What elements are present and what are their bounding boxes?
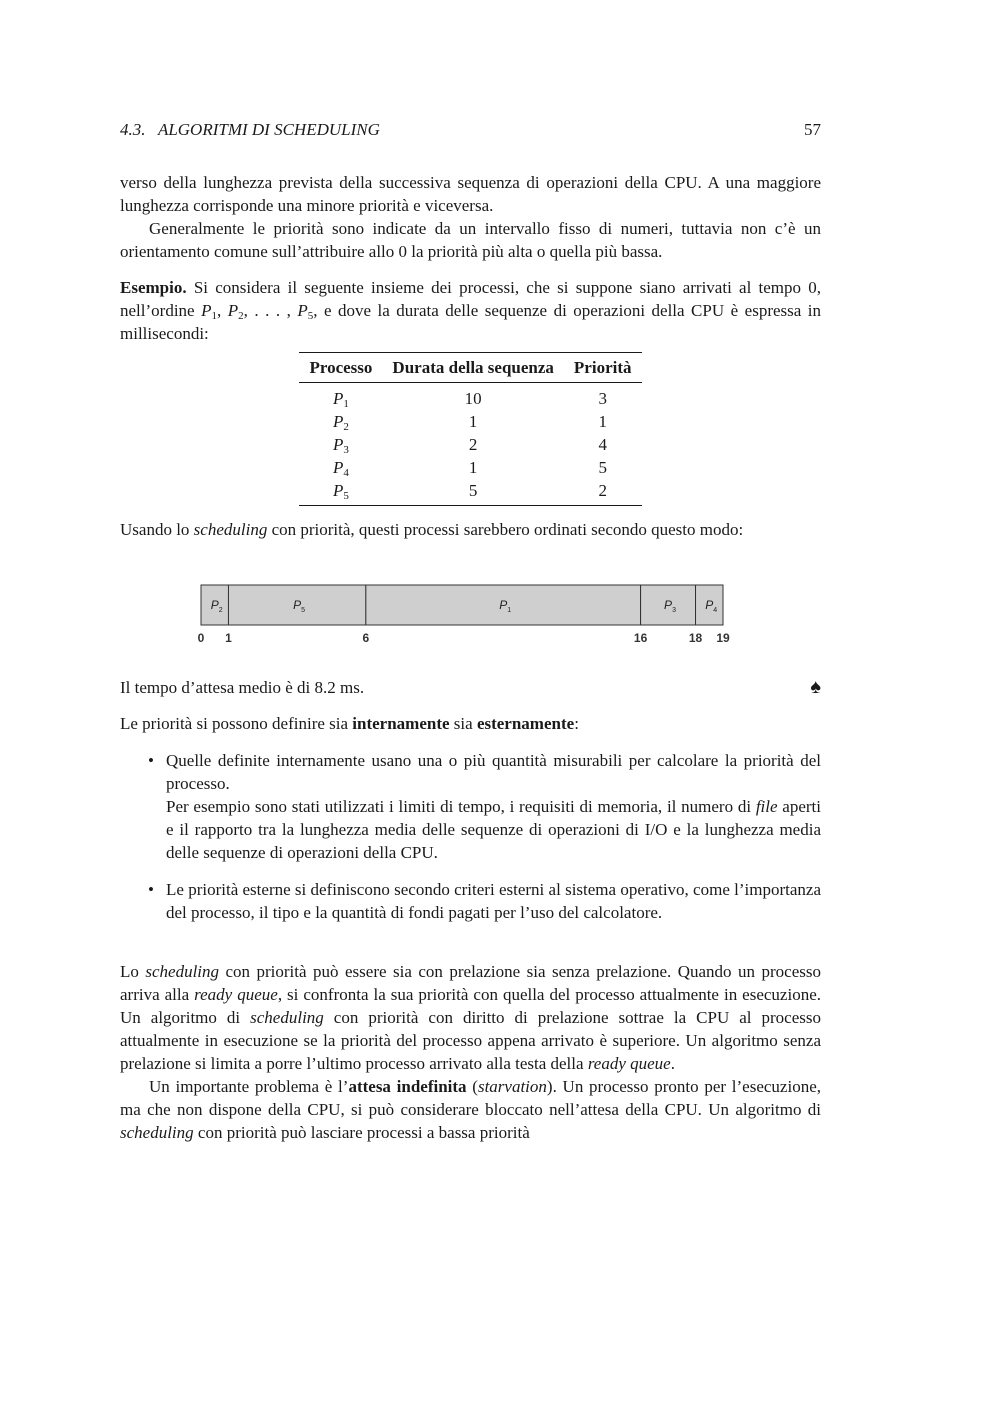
example-paragraph: Esempio. Si considera il seguente insieme dei processi, che si suppone siano arrivati al tempo 0, nell’ordine $P_1$, $P_2$, . . . , $P_5$, e dove la durata delle sequenze di operazioni della CPU è espressa in millisecondi:: [120, 278, 822, 343]
gantt-tick-label: 19: [716, 631, 730, 645]
paragraph-continuation: verso della lunghezza prevista della successiva sequenza di operazioni della CPU. A una maggiore lunghezza corrisponde una minore priorità e viceversa.: [120, 173, 821, 215]
list-item-text: Quelle definite internamente usano una o più quantità misurabili per calcolare la priorità del processo.: [166, 751, 821, 793]
math-sub: 1: [211, 310, 217, 322]
ordering-paragraph-wrap: [120, 518, 821, 541]
list-item-internal: [120, 749, 821, 864]
math-p5: P: [297, 301, 308, 320]
gantt-segment-label: $P_2$: [210, 598, 223, 614]
table-cell: $P_4$: [333, 458, 349, 479]
table-row: [299, 479, 641, 506]
table-cell: $P_5$: [333, 481, 349, 502]
bullet-icon: •: [148, 751, 154, 770]
gantt-svg: [197, 584, 740, 654]
table-cell: 4: [598, 435, 607, 454]
bullet-list-1: [120, 749, 821, 864]
math-p2: P: [227, 301, 239, 320]
column-header: Priorità: [564, 353, 642, 383]
table-cell: $P_1$: [333, 389, 349, 410]
table-cell: $P_2$: [333, 412, 349, 433]
wait-time-line: [120, 676, 821, 699]
gantt-tick-label: 1: [225, 631, 232, 645]
section-title: 4.3. ALGORITMI DI SCHEDULING: [120, 120, 380, 139]
gantt-segment-label: $P_3$: [664, 598, 676, 614]
table-header-row: [299, 353, 641, 383]
average-wait-text: Il tempo d’attesa medio è di 8.2 ms.: [120, 678, 365, 697]
math-sub: 2: [238, 310, 244, 322]
list-item-text: Per esempio sono stati utilizzati i limiti di tempo, i requisiti di memoria, il numero di file aperti e il rapporto tra la lunghezza media delle sequenze di operazioni di I/O e la lunghezza media delle sequenze di operazioni della CPU.: [166, 797, 821, 862]
bullet-list-2: [120, 878, 821, 924]
bullet-icon: •: [148, 880, 154, 899]
table-row: [299, 456, 641, 479]
column-header: Processo: [299, 353, 382, 383]
running-header: [120, 120, 821, 140]
gantt-tick-label: 16: [633, 631, 648, 645]
gantt-segment-label: $P_5$: [293, 598, 306, 614]
gantt-tick-label: 0: [197, 631, 205, 645]
starvation-paragraph: Un importante problema è l’attesa indefinita (starvation). Un processo pronto per l’esecuzione, ma che non dispone della CPU, si può considerare bloccato nell’attesa della CPU. Un algoritmo di scheduling con priorità può lasciare processi a bassa priorità: [120, 1077, 821, 1142]
table-cell: 3: [598, 389, 607, 408]
priority-definition: [120, 712, 821, 735]
table-cell: 1: [468, 458, 478, 477]
gantt-segment-label: $P_1$: [499, 598, 512, 614]
example-block: [120, 276, 821, 345]
ordering-paragraph: Usando lo scheduling con priorità, questi processi sarebbero ordinati secondo questo modo:: [120, 520, 744, 539]
list-item-text: Le priorità esterne si definiscono secondo criteri esterni al sistema operativo, come l’importanza del processo, il tipo e la quantità di fondi pagati per l’uso del calcolatore.: [166, 880, 821, 922]
priority-definition-paragraph: Le priorità si possono definire sia internamente sia esternamente:: [120, 714, 579, 733]
math-dots: , . . . ,: [243, 301, 298, 320]
table-cell: 2: [598, 481, 607, 500]
table-cell: 2: [468, 435, 478, 454]
page-number: 57: [804, 120, 821, 139]
table-cell: 1: [468, 412, 478, 431]
math-sub: 5: [307, 310, 314, 322]
preemption-paragraph: Lo scheduling con priorità può essere sia con prelazione sia senza prelazione. Quando un processo arriva alla ready queue, si confronta la sua priorità con quella del processo attualmente in esecuzione. Un algoritmo di scheduling con priorità con diritto di prelazione sottrae la CPU al processo attualmente in esecuzione se la priorità del processo appena arrivato è superiore. Un algoritmo senza prelazione si limita a porre l’ultimo processo arrivato alla testa della ready queue.: [120, 962, 821, 1073]
process-table-wrap: [120, 352, 821, 506]
example-text: Si considera il seguente insieme dei processi, che si suppone siano arrivati al tempo 0, nell’ordine: [120, 278, 821, 320]
end-of-example-mark: ♠: [810, 676, 821, 698]
table-row: [299, 433, 641, 456]
preemption-block: [120, 960, 821, 1144]
paragraph-priority-range: Generalmente le priorità sono indicate da un intervallo fisso di numeri, tuttavia non c’è un orientamento comune sull’attribuire allo 0 la priorità più alta o quella più bassa.: [120, 219, 821, 261]
example-text: , e dove la durata delle sequenze di operazioni della CPU è espressa in millisecondi:: [120, 301, 822, 343]
table-cell: 5: [598, 458, 607, 477]
text-block-intro: [120, 171, 821, 263]
table-row: [299, 410, 641, 433]
gantt-tick-label: 18: [688, 631, 703, 645]
gantt-segment-label: $P_4$: [705, 598, 718, 614]
table-row: [299, 383, 641, 411]
example-label: Esempio.: [120, 278, 187, 297]
gantt-chart: [197, 584, 740, 654]
table-cell: 5: [468, 481, 478, 500]
gantt-tick-label: 6: [362, 631, 370, 645]
table-cell: $P_3$: [333, 435, 349, 456]
table-cell: 10: [464, 389, 482, 408]
column-header: Durata della sequenza: [382, 353, 564, 383]
process-table: [299, 352, 641, 506]
table-cell: 1: [598, 412, 607, 431]
math-p1: P: [201, 301, 212, 320]
list-item-external: [120, 878, 821, 924]
